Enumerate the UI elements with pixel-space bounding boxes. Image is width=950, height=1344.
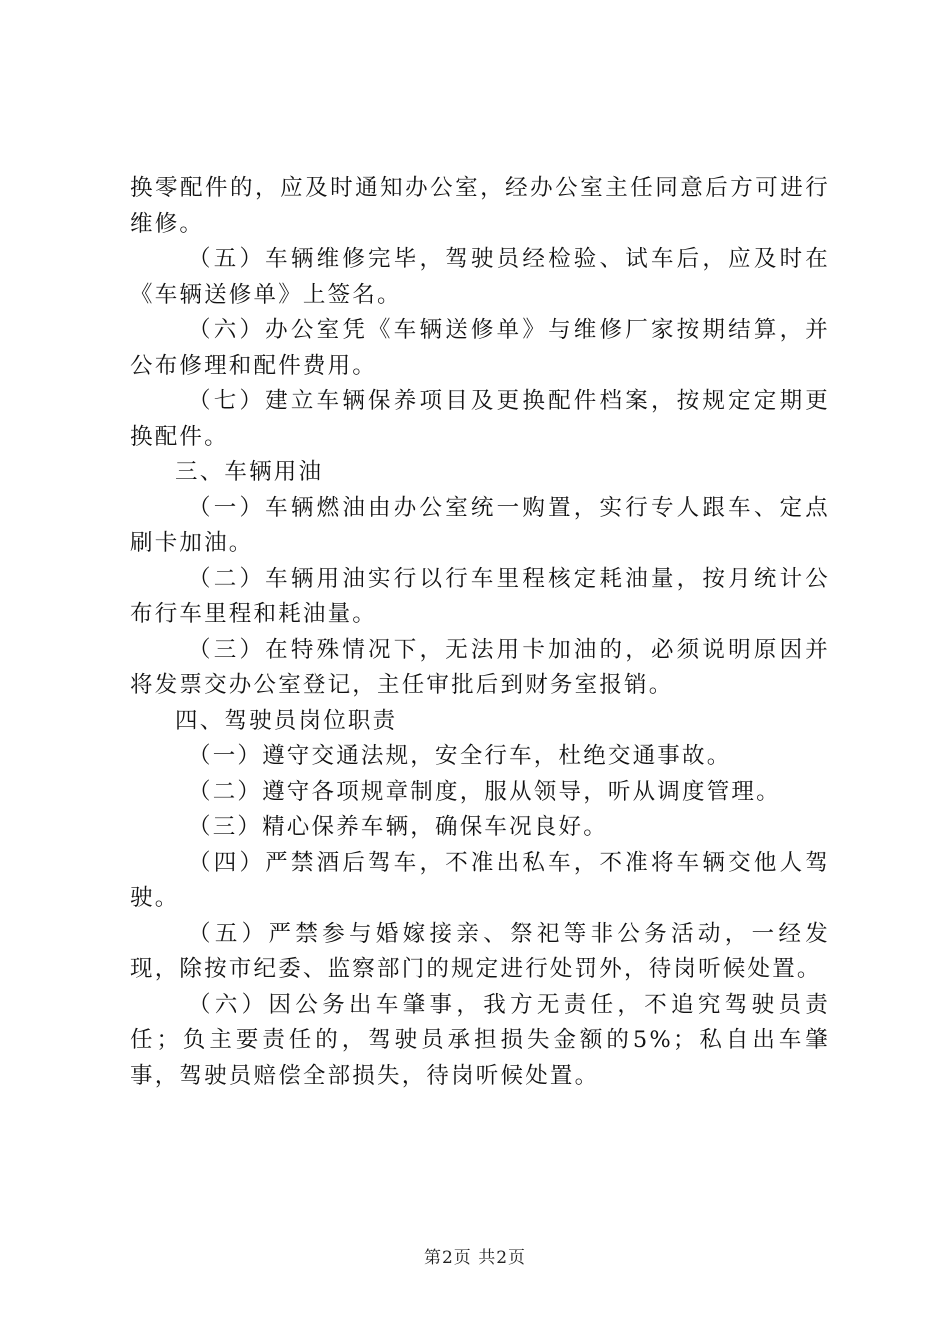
document-body — [130, 171, 830, 1094]
page-number-footer: 第2页 共2页 — [423, 1248, 527, 1268]
paragraph-duty-item-6: （六）因公务出车肇事，我方无责任，不追究驾驶员责任；负主要责任的，驾驶员承担损失金额的5%；私自出车肇事，驾驶员赔偿全部损失，待岗听候处置。 — [130, 991, 830, 1089]
paragraph-item-7-records: （七）建立车辆保养项目及更换配件档案，按规定定期更换配件。 — [130, 388, 830, 450]
paragraph-continuation: 换零配件的，应及时通知办公室，经办公室主任同意后方可进行维修。 — [130, 175, 830, 237]
paragraph-duty-item-5: （五）严禁参与婚嫁接亲、祭祀等非公务活动，一经发现，除按市纪委、监察部门的规定进行处罚外，待岗听候处置。 — [130, 920, 830, 982]
paragraph-duty-item-2: （二）遵守各项规章制度，服从领导，听从调度管理。 — [188, 778, 781, 805]
paragraph-duty-item-1: （一）遵守交通法规，安全行车，杜绝交通事故。 — [188, 743, 732, 769]
paragraph-fuel-item-2: （二）车辆用油实行以行车里程核定耗油量，按月统计公布行车里程和耗油量。 — [130, 565, 830, 627]
paragraph-fuel-item-3: （三）在特殊情况下，无法用卡加油的，必须说明原因并将发票交办公室登记，主任审批后到财务室报销。 — [130, 636, 830, 698]
paragraph-fuel-item-1: （一）车辆燃油由办公室统一购置，实行专人跟车、定点刷卡加油。 — [130, 494, 830, 556]
paragraph-item-5-repair: （五）车辆维修完毕，驾驶员经检验、试车后，应及时在《车辆送修单》上签名。 — [130, 246, 830, 308]
section-heading-driver-duties: 四、驾驶员岗位职责 — [175, 707, 398, 734]
section-heading-fuel: 三、车辆用油 — [175, 459, 324, 485]
paragraph-duty-item-4: （四）严禁酒后驾车，不准出私车，不准将车辆交他人驾驶。 — [130, 849, 830, 911]
paragraph-duty-item-3: （三）精心保养车辆，确保车况良好。 — [188, 814, 608, 840]
paragraph-item-6-settlement: （六）办公室凭《车辆送修单》与维修厂家按期结算，并公布修理和配件费用。 — [130, 317, 830, 379]
